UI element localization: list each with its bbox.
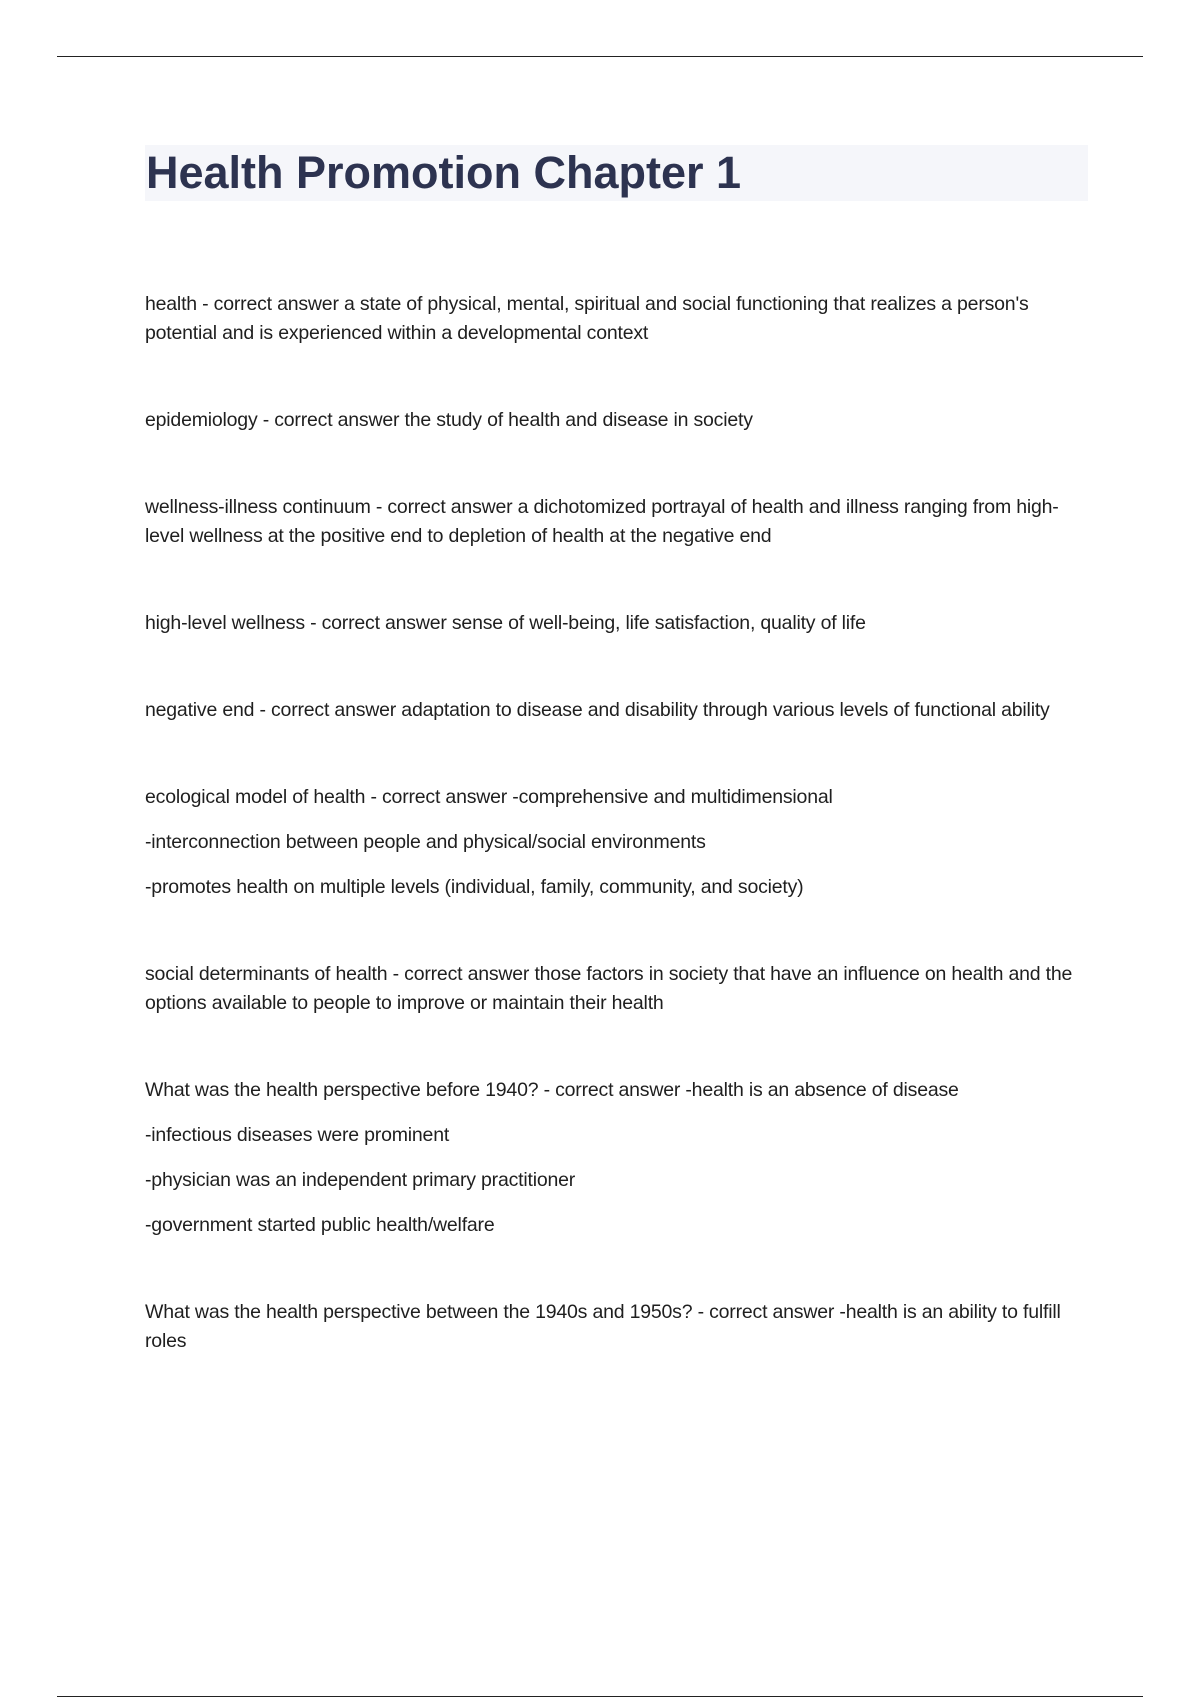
term-entry: [145, 783, 1090, 902]
term-definition: What was the health perspective before 1940? - correct answer -health is an absence of disease: [145, 1079, 959, 1101]
flashcard-list: [145, 290, 1090, 1414]
term-entry: [145, 406, 1090, 435]
term-entry: [145, 609, 1090, 638]
term-definition: wellness-illness continuum - correct answer a dichotomized portrayal of health and illness ranging from high-level wellness at the positive end to depletion of health at the negative end: [145, 496, 1059, 547]
definition-point: -infectious diseases were prominent: [145, 1124, 450, 1146]
document-title: Health Promotion Chapter 1: [146, 147, 742, 198]
term-entry: [145, 696, 1090, 725]
term-entry: [145, 290, 1090, 348]
definition-point: -interconnection between people and physical/social environments: [145, 831, 706, 853]
bottom-divider: [57, 1696, 1143, 1697]
term-definition: negative end - correct answer adaptation to disease and disability through various levels of functional ability: [145, 699, 1050, 721]
term-definition: What was the health perspective between the 1940s and 1950s? - correct answer -health is an ability to fulfill roles: [145, 1301, 1061, 1352]
term-entry: [145, 493, 1090, 551]
term-definition: epidemiology - correct answer the study of health and disease in society: [145, 409, 753, 431]
term-entry: [145, 1298, 1090, 1356]
top-divider: [57, 56, 1143, 57]
definition-point: -promotes health on multiple levels (individual, family, community, and society): [145, 876, 804, 898]
term-entry: [145, 1076, 1090, 1240]
term-definition: social determinants of health - correct answer those factors in society that have an influence on health and the options available to people to improve or maintain their health: [145, 963, 1073, 1014]
definition-point: -physician was an independent primary practitioner: [145, 1169, 576, 1191]
term-entry: [145, 960, 1090, 1018]
term-definition: high-level wellness - correct answer sense of well-being, life satisfaction, quality of life: [145, 612, 866, 634]
definition-point: -government started public health/welfare: [145, 1214, 495, 1236]
term-definition: health - correct answer a state of physical, mental, spiritual and social functioning that realizes a person's potential and is experienced within a developmental context: [145, 293, 1029, 344]
term-definition: ecological model of health - correct answer -comprehensive and multidimensional: [145, 786, 833, 808]
